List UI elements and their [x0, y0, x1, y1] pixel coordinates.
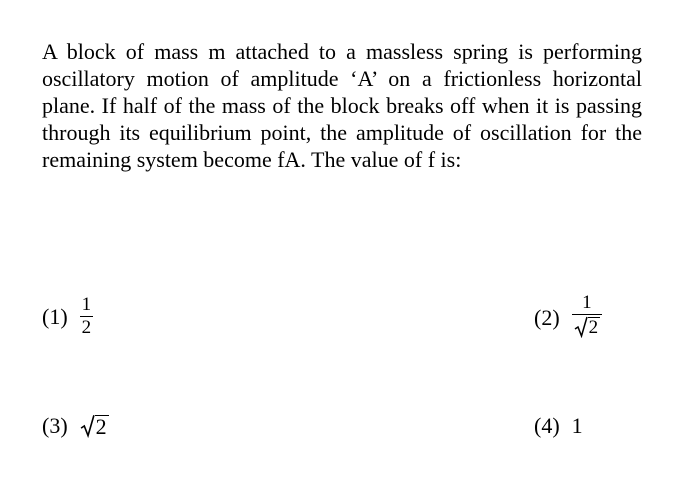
option-1[interactable] [42, 295, 93, 338]
question-line: through its equilibrium point, the amplitude of oscillation for the [42, 120, 642, 145]
radical-sign-icon [574, 316, 588, 338]
fraction-numerator: 1 [81, 294, 92, 315]
question-line: oscillatory motion of amplitude ‘A’ on a frictionless horizontal [42, 66, 642, 91]
option-number: (2) [534, 305, 560, 330]
fraction-denominator: 2 [81, 317, 92, 338]
option-3[interactable] [42, 413, 109, 439]
fraction-numerator: 1 [582, 292, 592, 313]
option-number: (4) [534, 413, 560, 438]
radicand: 2 [588, 317, 599, 338]
question-line: remaining system become fA. The value of f is: [42, 147, 462, 172]
radicand: 2 [95, 414, 107, 439]
fraction-denominator [572, 315, 603, 343]
option-2[interactable] [534, 293, 602, 343]
question-text [42, 38, 642, 173]
option-number: (3) [42, 413, 68, 438]
question-line: plane. If half of the mass of the block breaks off when it is passing [42, 93, 642, 118]
option-number: (1) [42, 303, 68, 329]
fraction [572, 293, 603, 343]
fraction [80, 295, 94, 338]
option-value: 1 [571, 413, 583, 438]
radical-sign-icon [80, 414, 95, 438]
question-line: A block of mass m attached to a massless spring is performing [42, 39, 642, 64]
square-root [574, 316, 601, 338]
option-4[interactable] [534, 413, 583, 439]
square-root [80, 414, 109, 438]
